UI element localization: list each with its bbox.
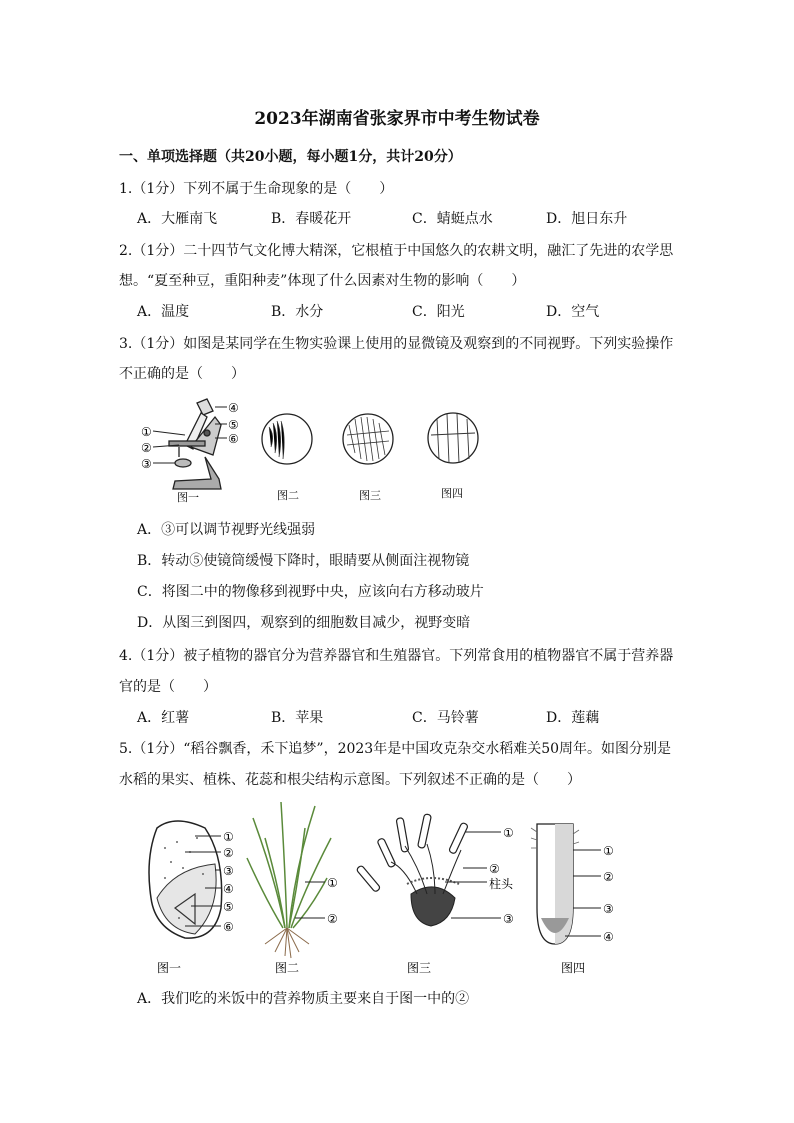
root-marker-3: ③ [603, 902, 614, 916]
rice-plant-drawing [247, 802, 331, 928]
root-marker-4: ④ [603, 930, 614, 944]
question-2-option-d[interactable]: D．空气 [546, 304, 600, 320]
marker-5: ⑤ [228, 418, 239, 432]
question-3-option-a[interactable]: A．③可以调节视野光线强弱 [137, 522, 316, 538]
flower-marker-2: ② [489, 862, 500, 876]
grain-marker-6: ⑥ [223, 920, 234, 934]
marker-4: ④ [228, 401, 239, 415]
root-tip-drawing [531, 824, 579, 944]
section-heading: 一、单项选择题（共20小题，每小题1分，共计20分） [119, 149, 462, 165]
question-5-stem-line-2: 水稻的果实、植株、花蕊和根尖结构示意图。下列叙述不正确的是（ ） [119, 772, 581, 788]
grain-marker-1: ① [223, 830, 234, 844]
question-4-stem-line-2: 官的是（ ） [119, 679, 217, 695]
plant-marker-1: ① [327, 876, 338, 890]
root-marker-1: ① [603, 844, 614, 858]
question-2-stem-line-1: 2.（1分）二十四节气文化博大精深，它根植于中国悠久的农耕文明，融汇了先进的农学思 [119, 243, 674, 259]
question-1-stem: 1.（1分）下列不属于生命现象的是（ ） [119, 181, 394, 197]
figure-3-label: 图三 [359, 489, 381, 502]
question-1-option-d[interactable]: D．旭日东升 [546, 211, 628, 227]
flower-marker-1: ① [503, 826, 514, 840]
question-5-option-a[interactable]: A．我们吃的米饭中的营养物质主要来自于图一中的② [137, 991, 470, 1007]
question-4-option-d[interactable]: D．莲藕 [546, 710, 600, 726]
field-of-view-4 [428, 413, 478, 463]
question-4-stem-line-1: 4.（1分）被子植物的器官分为营养器官和生殖器官。下列常食用的植物器官不属于营养器 [119, 648, 674, 664]
figure-4-label: 图四 [441, 487, 463, 500]
question-3-stem-line-2: 不正确的是（ ） [119, 366, 245, 382]
rice-flower-drawing [356, 814, 468, 926]
marker-1: ① [141, 425, 152, 439]
question-3-option-d[interactable]: D．从图三到图四，观察到的细胞数目减少，视野变暗 [137, 615, 471, 631]
question-5-stem-line-1: 5.（1分）“稻谷飘香，禾下追梦”，2023年是中国攻克杂交水稻难关50周年。如图分别是 [119, 741, 672, 757]
question-1-option-c[interactable]: C．蜻蜓点水 [412, 211, 493, 227]
question-3-option-c[interactable]: C．将图二中的物像移到视野中央，应该向右方移动玻片 [137, 584, 484, 600]
marker-6: ⑥ [228, 432, 239, 446]
question-1-option-b[interactable]: B．春暖花开 [271, 211, 352, 227]
grain-marker-2: ② [223, 846, 234, 860]
figure-1-label: 图一 [177, 491, 199, 504]
microscope-figure [135, 395, 485, 505]
rice-structure-figure [135, 798, 635, 978]
marker-3: ③ [141, 457, 152, 471]
field-of-view-3 [343, 414, 393, 464]
question-1-option-a[interactable]: A．大雁南飞 [137, 211, 218, 227]
question-4-option-a[interactable]: A．红薯 [137, 710, 190, 726]
question-2-stem-line-2: 想。“夏至种豆，重阳种麦”体现了什么因素对生物的影响（ ） [119, 273, 526, 289]
root-marker-2: ② [603, 870, 614, 884]
rice-figure-3-label: 图三 [407, 961, 432, 975]
flower-marker-3: ③ [503, 912, 514, 926]
question-3-option-b[interactable]: B．转动⑤使镜筒缓慢下降时，眼睛要从侧面注视物镜 [137, 553, 470, 569]
marker-2: ② [141, 441, 152, 455]
microscope-drawing [169, 399, 221, 489]
question-2-option-a[interactable]: A．温度 [137, 304, 190, 320]
plant-marker-2: ② [327, 912, 338, 926]
question-2-option-b[interactable]: B．水分 [271, 304, 324, 320]
rice-figure-4-label: 图四 [561, 961, 586, 975]
exam-title: 2023年湖南省张家界市中考生物试卷 [254, 109, 540, 129]
field-of-view-2 [262, 414, 312, 464]
question-3-stem-line-1: 3.（1分）如图是某同学在生物实验课上使用的显微镜及观察到的不同视野。下列实验操作 [119, 336, 674, 352]
grain-marker-4: ④ [223, 882, 234, 896]
rice-figure-2-label: 图二 [275, 961, 300, 975]
grain-marker-5: ⑤ [223, 900, 234, 914]
question-4-option-c[interactable]: C．马铃薯 [412, 710, 479, 726]
rice-grain-drawing [149, 821, 222, 938]
question-2-option-c[interactable]: C．阳光 [412, 304, 465, 320]
rice-figure-1-label: 图一 [157, 961, 182, 975]
rice-root-drawing [265, 928, 309, 958]
grain-marker-3: ③ [223, 864, 234, 878]
figure-2-label: 图二 [277, 489, 299, 502]
question-4-option-b[interactable]: B．苹果 [271, 710, 324, 726]
stigma-label: 柱头 [489, 877, 514, 891]
